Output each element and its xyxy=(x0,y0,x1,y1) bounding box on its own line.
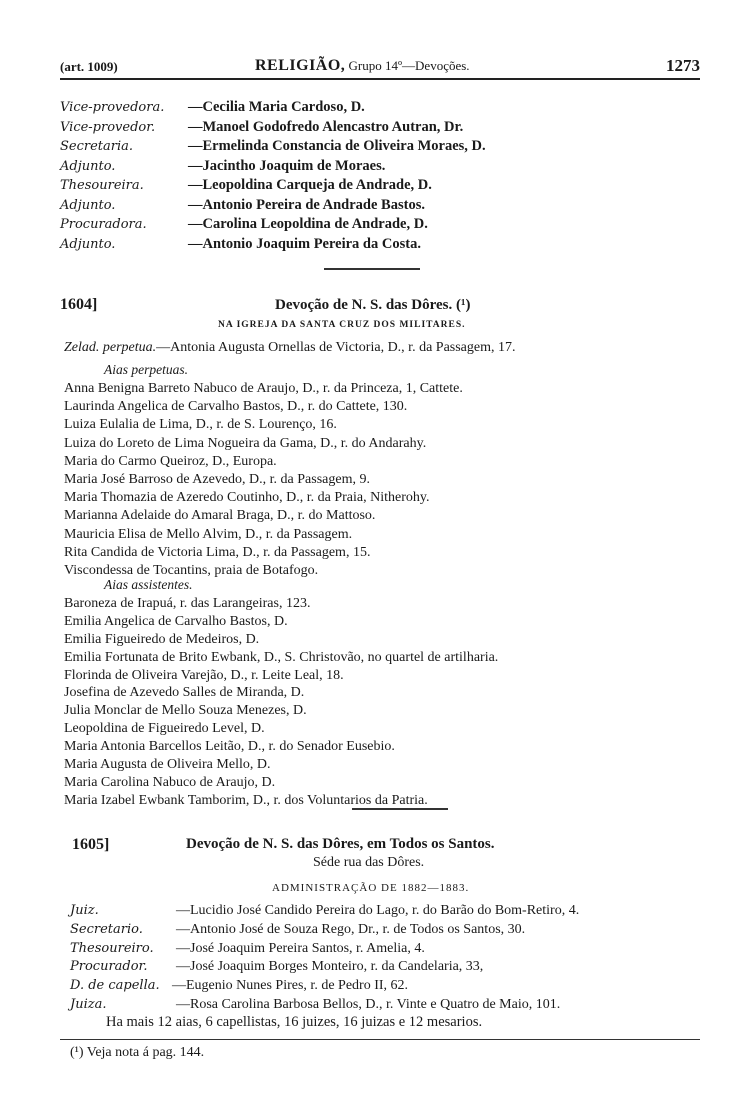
list-item: Florinda de Oliveira Varejão, D., r. Leite Leal, 18. xyxy=(64,667,344,683)
list-item: Maria Antonia Barcellos Leitão, D., r. do Senador Eusebio. xyxy=(64,739,395,755)
officer-name: —Antonio José de Souza Rego, Dr., r. de Todos os Santos, 30. xyxy=(176,921,526,937)
officer-role: Procuradora. xyxy=(60,217,147,232)
perpetuas-heading: Aias perpetuas. xyxy=(104,362,188,377)
officer-name: —Antonio Joaquim Pereira da Costa. xyxy=(188,235,421,252)
section-title-1605: Devoção de N. S. das Dôres, em Todos os Santos. xyxy=(186,836,495,852)
section-title-1604: Devoção de N. S. das Dôres. (¹) xyxy=(275,297,471,313)
officer-name: —Cecilia Maria Cardoso, D. xyxy=(188,99,365,115)
list-item: Mauricia Elisa de Mello Alvim, D., r. da Passagem. xyxy=(64,526,353,542)
footnote-rule xyxy=(60,1039,700,1040)
officer-role: Adjunto. xyxy=(60,158,116,174)
list-item: Luiza do Loreto de Lima Nogueira da Gama, D., r. do Andarahy. xyxy=(64,435,427,451)
section-number-1605: 1605] xyxy=(72,836,110,853)
list-item: Leopoldina de Figueiredo Level, D. xyxy=(64,721,265,737)
officer-role: Procurador. xyxy=(70,959,148,975)
header-title-rest: Grupo 14º—Devoções. xyxy=(345,58,470,73)
officer-role: Secretaria. xyxy=(60,139,134,154)
list-item: Maria Thomazia de Azeredo Coutinho, D., r. da Praia, Nitherohy. xyxy=(64,490,430,506)
zelador-value: —Antonia Augusta Ornellas de Victoria, D., r. da Passagem, 17. xyxy=(156,340,516,355)
zelador-line xyxy=(64,339,516,357)
officer-name: —Manoel Godofredo Alencastro Autran, Dr. xyxy=(188,118,464,135)
officer-name: —Antonio Pereira de Andrade Bastos. xyxy=(188,196,425,213)
header-title xyxy=(255,57,470,75)
running-header xyxy=(60,56,700,78)
section-subtitle-1604: NA IGREJA DA SANTA CRUZ DOS MILITARES. xyxy=(218,320,466,330)
list-item: Viscondessa de Tocantins, praia de Botafogo. xyxy=(64,562,319,578)
header-rule xyxy=(60,78,700,80)
officer-name: —José Joaquim Pereira Santos, r. Amelia, 4. xyxy=(176,940,425,956)
officer-name: —Ermelinda Constancia de Oliveira Moraes, D. xyxy=(188,138,486,154)
officer-role: Vice-provedor. xyxy=(60,119,156,135)
assistentes-heading: Aias assistentes. xyxy=(104,577,193,592)
list-item: Anna Benigna Barreto Nabuco de Araujo, D., r. da Princeza, 1, Cattete. xyxy=(64,381,463,396)
list-item: Rita Candida de Victoria Lima, D., r. da Passagem, 15. xyxy=(64,544,371,560)
officer-role: Juiza. xyxy=(70,996,107,1012)
officer-role: Secretario. xyxy=(70,921,143,937)
list-item: Julia Monclar de Mello Souza Menezes, D. xyxy=(64,703,307,719)
list-item: Josefina de Azevedo Salles de Miranda, D. xyxy=(64,685,305,701)
members-summary: Ha mais 12 aias, 6 capellistas, 16 juizes, 16 juizas e 12 mesarios. xyxy=(106,1014,483,1030)
list-item: Maria Augusta de Oliveira Mello, D. xyxy=(64,757,271,773)
officer-name: —Lucidio José Candido Pereira do Lago, r. do Barão do Bom-Retiro, 4. xyxy=(176,903,580,918)
officer-role: Thesoureiro. xyxy=(70,940,154,956)
list-item: Maria Carolina Nabuco de Araujo, D. xyxy=(64,774,276,790)
officer-name: —Jacintho Joaquim de Moraes. xyxy=(188,157,386,174)
officer-name: —Rosa Carolina Barbosa Bellos, D., r. Vinte e Quatro de Maio, 101. xyxy=(176,996,561,1012)
list-item: Emilia Angelica de Carvalho Bastos, D. xyxy=(64,613,288,629)
list-item: Laurinda Angelica de Carvalho Bastos, D., r. do Cattete, 130. xyxy=(64,399,408,415)
officer-name: —Eugenio Nunes Pires, r. de Pedro II, 62. xyxy=(172,978,409,994)
officer-role: Thesoureira. xyxy=(60,178,144,193)
list-item: Maria do Carmo Queiroz, D., Europa. xyxy=(64,453,277,469)
list-item: Marianna Adelaide do Amaral Braga, D., r. do Mattoso. xyxy=(64,508,376,524)
section-number-1604: 1604] xyxy=(60,296,98,313)
administration-heading: ADMINISTRAÇÃO DE 1882—1883. xyxy=(272,882,470,894)
section-divider xyxy=(352,808,448,810)
officer-role: Adjunto. xyxy=(60,197,116,213)
perpetuas-list xyxy=(64,380,463,580)
officer-role: Juiz. xyxy=(70,903,99,918)
officer-name: —Leopoldina Carqueja de Andrade, D. xyxy=(188,177,432,193)
list-item: Emilia Figueiredo de Medeiros, D. xyxy=(64,631,260,647)
list-item: Maria José Barroso de Azevedo, D., r. da Passagem, 9. xyxy=(64,471,370,487)
list-item: Baroneza de Irapuá, r. das Larangeiras, 123. xyxy=(64,596,311,611)
officer-role: Adjunto. xyxy=(60,236,116,252)
list-item: Maria Izabel Ewbank Tamborim, D., r. dos Voluntarios da Patria. xyxy=(64,792,428,808)
footnote: (¹) Veja nota á pag. 144. xyxy=(70,1045,205,1060)
header-title-main: RELIGIÃO, xyxy=(255,57,346,74)
officer-name: —José Joaquim Borges Monteiro, r. da Candelaria, 33, xyxy=(176,959,484,975)
list-item: Emilia Fortunata de Brito Ewbank, D., S. Christovão, no quartel de artilharia. xyxy=(64,649,499,665)
section-divider xyxy=(324,268,420,270)
assistentes-list xyxy=(64,595,498,810)
section-seat-1605: Séde rua das Dôres. xyxy=(313,855,425,870)
zelador-label: Zelad. perpetua. xyxy=(64,340,157,355)
article-ref: (art. 1009) xyxy=(60,59,118,74)
officer-name: —Carolina Leopoldina de Andrade, D. xyxy=(188,216,428,232)
list-item: Luiza Eulalia de Lima, D., r. de S. Lourenço, 16. xyxy=(64,417,337,433)
officer-role: D. de capella. xyxy=(70,978,160,994)
officer-role: Vice-provedora. xyxy=(60,100,165,115)
page-number: 1273 xyxy=(666,56,700,75)
